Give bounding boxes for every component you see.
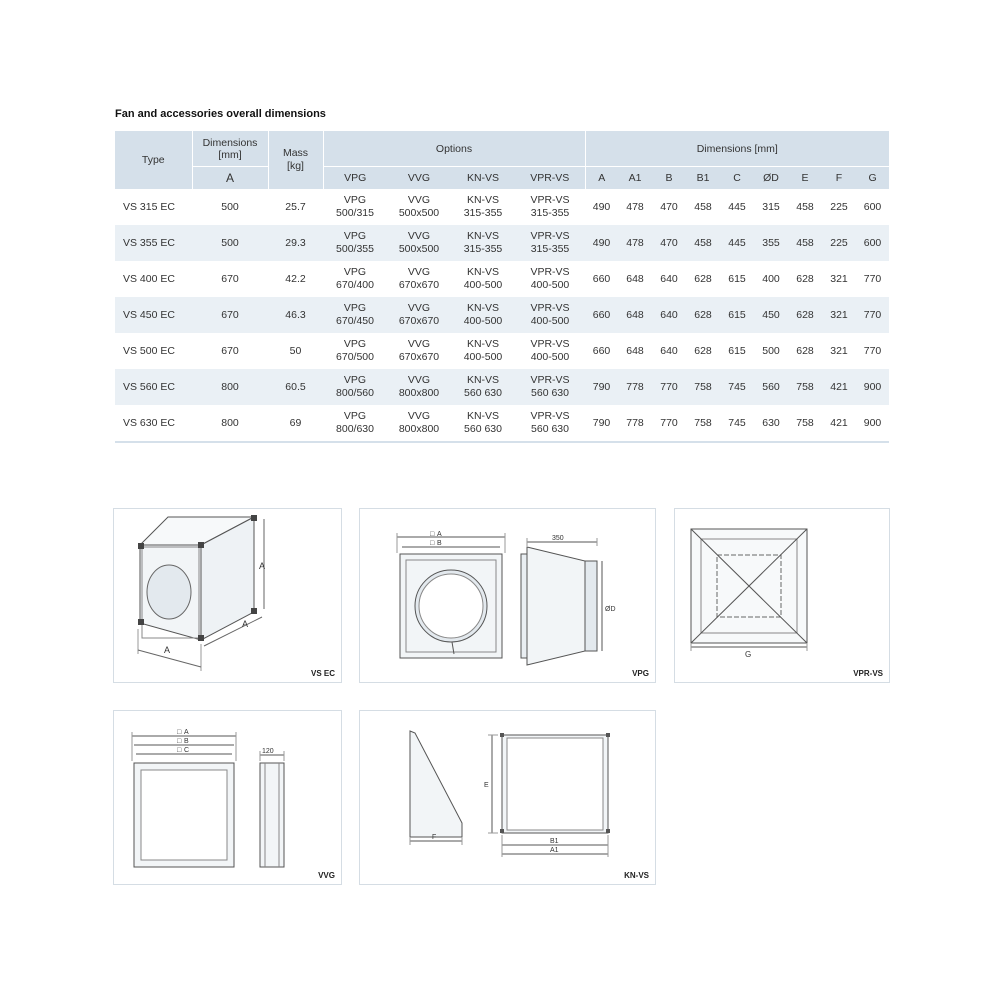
header-dim: A <box>585 167 618 190</box>
cell-mass: 50 <box>289 344 302 357</box>
cell-dimension-value: 900 <box>856 369 889 405</box>
cell-option-vvg: VVG 500x500 <box>398 194 440 219</box>
vpg-drawing <box>360 509 655 682</box>
table-row <box>115 405 889 442</box>
cell-dimension-value: 745 <box>720 369 754 405</box>
vvg-sq-icon: □ <box>177 747 182 754</box>
cell-option-kn-vs: KN-VS 400-500 <box>451 297 515 333</box>
table-body <box>115 189 889 442</box>
table-row <box>115 369 889 405</box>
cell-option-vvg: VVG 800x800 <box>387 405 451 442</box>
cell-type: VS 400 EC <box>123 272 175 285</box>
cell-option-vvg: VVG 670x670 <box>398 338 440 363</box>
cell-dimension-value: 470 <box>652 225 686 261</box>
cell-option-vvg: VVG 670x670 <box>398 266 440 291</box>
vpg-sq-icon: □ <box>430 540 435 547</box>
cell-dimension-value: 770 <box>863 344 882 357</box>
cell-dimension-value: 225 <box>822 225 856 261</box>
vvg-depth-text: 120 <box>262 748 274 755</box>
header-dim: F <box>822 167 856 190</box>
cell-dimension-value: 470 <box>660 200 678 213</box>
dimensions-table <box>115 131 889 443</box>
vvg-sq-icon: □ <box>177 738 182 745</box>
cell-dimension-value: 758 <box>788 369 822 405</box>
diagram-label: VVG <box>318 871 335 880</box>
cell-dimension-value: 640 <box>660 344 678 357</box>
cell-mass: 69 <box>268 405 323 442</box>
cell-option-vpg: VPG 500/315 <box>336 194 374 219</box>
cell-dimension-value: 660 <box>585 297 618 333</box>
cell-dimension-value: 315 <box>762 200 780 213</box>
cell-dimension-value: 758 <box>788 405 822 442</box>
cell-option-vpr-vs: VPR-VS 560 630 <box>515 369 585 405</box>
cell-dimension-value: 778 <box>618 369 652 405</box>
cell-dim-a: 670 <box>221 344 239 357</box>
cell-dimension-value: 615 <box>720 297 754 333</box>
vs-ec-dim-a-text: A <box>242 619 249 629</box>
table-row <box>115 333 889 369</box>
diagram-label: KN-VS <box>624 871 649 880</box>
cell-dimension-value: 628 <box>796 272 814 285</box>
diagram-kn-vs <box>359 710 656 885</box>
vs-ec-drawing <box>114 509 341 682</box>
cell-dimension-value: 615 <box>728 344 746 357</box>
cell-option-kn-vs: KN-VS 315-355 <box>451 225 515 261</box>
kn-dim-b1-text: B1 <box>550 838 559 845</box>
vpg-dim-b-text: B <box>437 540 442 547</box>
vpr-dim-g-text: G <box>745 650 752 659</box>
cell-option-kn-vs: KN-VS 560 630 <box>451 405 515 442</box>
header-opt: KN-VS <box>451 167 515 190</box>
cell-dimension-value: 458 <box>788 225 822 261</box>
kn-dim-e-text: E <box>484 782 489 789</box>
cell-option-vvg: VVG 500x500 <box>387 225 451 261</box>
diagram-vvg <box>113 710 342 885</box>
vvg-sq-icon: □ <box>177 729 182 736</box>
cell-dimension-value: 770 <box>652 405 686 442</box>
header-dim: E <box>788 167 822 190</box>
cell-option-vpr-vs: VPR-VS 400-500 <box>515 297 585 333</box>
cell-type: VS 355 EC <box>115 225 192 261</box>
cell-dimension-value: 421 <box>822 405 856 442</box>
cell-dimension-value: 458 <box>694 200 712 213</box>
cell-dimension-value: 778 <box>618 405 652 442</box>
cell-dimension-value: 321 <box>830 344 848 357</box>
header-dim: B1 <box>686 167 720 190</box>
table-row <box>115 189 889 225</box>
cell-dim-a: 800 <box>192 405 268 442</box>
table-row <box>115 297 889 333</box>
cell-dimension-value: 770 <box>856 297 889 333</box>
cell-dimension-value: 648 <box>618 297 652 333</box>
cell-dimension-value: 770 <box>652 369 686 405</box>
diagram-vpr-vs <box>674 508 890 683</box>
cell-dimension-value: 478 <box>626 200 644 213</box>
cell-type: VS 560 EC <box>115 369 192 405</box>
vvg-drawing <box>114 711 341 884</box>
header-mass: Mass [kg] <box>268 131 323 189</box>
cell-dimension-value: 445 <box>728 200 746 213</box>
cell-option-vvg: VVG 670x670 <box>387 297 451 333</box>
header-opt: VVG <box>387 167 451 190</box>
cell-dimension-value: 640 <box>652 297 686 333</box>
cell-option-vvg: VVG 800x800 <box>387 369 451 405</box>
diagram-vs-ec <box>113 508 342 683</box>
vvg-dim-a-text: A <box>184 729 189 736</box>
cell-type: VS 630 EC <box>115 405 192 442</box>
header-dim: ØD <box>754 167 788 190</box>
cell-dimension-value: 628 <box>796 344 814 357</box>
cell-dimension-value: 421 <box>822 369 856 405</box>
diagram-label: VPR-VS <box>853 669 883 678</box>
cell-dimension-value: 790 <box>585 369 618 405</box>
header-opt: VPG <box>323 167 387 190</box>
cell-dimension-value: 648 <box>626 272 644 285</box>
vpg-depth-text: 350 <box>552 535 564 542</box>
vvg-dim-c-text: C <box>184 747 190 754</box>
vvg-dim-b-text: B <box>184 738 189 745</box>
cell-dimension-value: 628 <box>788 297 822 333</box>
diagram-vpg <box>359 508 656 683</box>
cell-mass: 42.2 <box>285 272 306 285</box>
kn-dim-f-text: F <box>432 834 437 841</box>
cell-option-vpr-vs: VPR-VS 560 630 <box>515 405 585 442</box>
cell-dimension-value: 445 <box>720 225 754 261</box>
header-dimensions: Dimensions [mm] <box>192 131 268 167</box>
header-dim: C <box>720 167 754 190</box>
cell-option-vpg: VPG 670/450 <box>323 297 387 333</box>
cell-dimension-value: 628 <box>694 272 712 285</box>
header-type: Type <box>115 131 192 189</box>
cell-dimension-value: 450 <box>754 297 788 333</box>
header-dim: G <box>856 167 889 190</box>
cell-dimension-value: 225 <box>830 200 848 213</box>
cell-dimension-value: 660 <box>592 344 611 357</box>
cell-option-vpg: VPG 670/400 <box>336 266 374 291</box>
cell-option-vpg: VPG 500/355 <box>323 225 387 261</box>
vpg-dim-d-text: ØD <box>605 606 616 613</box>
cell-dimension-value: 640 <box>660 272 678 285</box>
cell-type: VS 315 EC <box>123 200 175 213</box>
cell-dim-a: 800 <box>192 369 268 405</box>
header-dim: A1 <box>618 167 652 190</box>
cell-dimension-value: 478 <box>618 225 652 261</box>
cell-dimension-value: 628 <box>686 297 720 333</box>
cell-dimension-value: 458 <box>796 200 814 213</box>
cell-option-vpr-vs: VPR-VS 400-500 <box>530 338 570 363</box>
cell-dimension-value: 400 <box>762 272 780 285</box>
cell-dim-a: 670 <box>192 297 268 333</box>
header-dimensions-mm: Dimensions [mm] <box>585 131 889 167</box>
vs-ec-dim-a-text: A <box>164 645 171 655</box>
cell-dimension-value: 630 <box>754 405 788 442</box>
cell-dimension-value: 321 <box>822 297 856 333</box>
header-options: Options <box>323 131 585 167</box>
table-row <box>115 261 889 297</box>
cell-type: VS 500 EC <box>123 344 175 357</box>
diagram-label: VS EC <box>310 669 335 678</box>
cell-dimension-value: 560 <box>754 369 788 405</box>
cell-option-kn-vs: KN-VS 400-500 <box>463 266 503 291</box>
cell-dimension-value: 500 <box>762 344 780 357</box>
kn-vs-drawing <box>360 711 655 884</box>
cell-dimension-value: 900 <box>856 405 889 442</box>
header-dim: B <box>652 167 686 190</box>
cell-dimension-value: 600 <box>856 225 889 261</box>
cell-mass: 29.3 <box>268 225 323 261</box>
cell-dimension-value: 628 <box>694 344 712 357</box>
cell-dimension-value: 758 <box>686 405 720 442</box>
cell-dimension-value: 660 <box>592 272 611 285</box>
cell-option-kn-vs: KN-VS 560 630 <box>451 369 515 405</box>
cell-option-vpr-vs: VPR-VS 315-355 <box>530 194 570 219</box>
cell-dimension-value: 600 <box>863 200 882 213</box>
vs-ec-dim-a-text: A <box>259 561 266 571</box>
cell-mass: 46.3 <box>268 297 323 333</box>
cell-dimension-value: 770 <box>863 272 882 285</box>
cell-option-vpr-vs: VPR-VS 315-355 <box>515 225 585 261</box>
cell-dim-a: 500 <box>221 200 239 213</box>
cell-dimension-value: 615 <box>728 272 746 285</box>
cell-dimension-value: 758 <box>686 369 720 405</box>
cell-mass: 25.7 <box>285 200 306 213</box>
cell-option-kn-vs: KN-VS 315-355 <box>463 194 503 219</box>
cell-dimension-value: 458 <box>686 225 720 261</box>
cell-dimension-value: 490 <box>585 225 618 261</box>
header-opt: VPR-VS <box>515 167 585 190</box>
cell-dimension-value: 648 <box>626 344 644 357</box>
page-title: Fan and accessories overall dimensions <box>115 108 326 120</box>
cell-option-vpg: VPG 670/500 <box>336 338 374 363</box>
cell-option-vpg: VPG 800/630 <box>323 405 387 442</box>
cell-dimension-value: 321 <box>830 272 848 285</box>
cell-dim-a: 500 <box>192 225 268 261</box>
cell-dimension-value: 355 <box>754 225 788 261</box>
cell-option-vpr-vs: VPR-VS 400-500 <box>530 266 570 291</box>
vpg-sq-icon: □ <box>430 531 435 538</box>
cell-option-kn-vs: KN-VS 400-500 <box>463 338 503 363</box>
cell-mass: 60.5 <box>268 369 323 405</box>
table-row <box>115 225 889 261</box>
cell-dimension-value: 490 <box>592 200 611 213</box>
vpg-dim-a-text: A <box>437 531 442 538</box>
kn-dim-a1-text: A1 <box>550 847 559 854</box>
cell-type: VS 450 EC <box>115 297 192 333</box>
cell-dimension-value: 745 <box>720 405 754 442</box>
cell-dim-a: 670 <box>221 272 239 285</box>
vpr-vs-drawing <box>675 509 889 682</box>
cell-dimension-value: 790 <box>585 405 618 442</box>
cell-option-vpg: VPG 800/560 <box>323 369 387 405</box>
header-dim-a: A <box>192 167 268 190</box>
diagram-label: VPG <box>632 669 649 678</box>
